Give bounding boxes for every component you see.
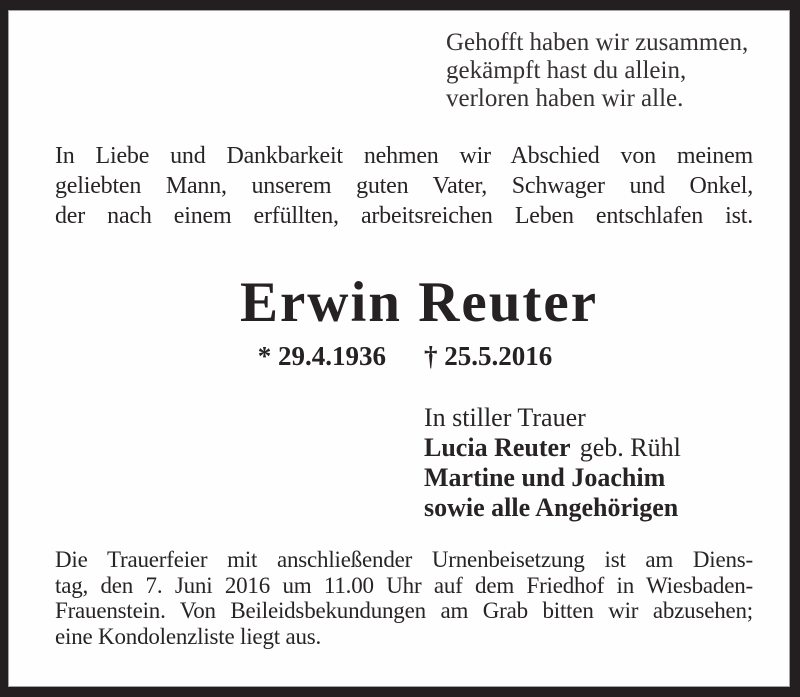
widow-maiden-name: geb. Rühl: [579, 433, 681, 462]
funeral-line: Die Trauerfeier mit anschließender Urnenbeisetzung ist am Diens-: [55, 547, 753, 572]
mourner-children: Martine und Joachim: [424, 463, 666, 492]
mourner-widow: [424, 433, 681, 463]
funeral-line: Frauenstein. Von Beileidsbekundungen am Grab bitten wir abzusehen;: [55, 598, 753, 623]
mourners-heading: In stiller Trauer: [424, 403, 586, 432]
life-dates: [15, 341, 790, 371]
funeral-line: tag, den 7. Juni 2016 um 11.00 Uhr auf dem Friedhof in Wiesbaden-: [55, 572, 753, 598]
birth-date: * 29.4.1936: [257, 341, 386, 371]
widow-name: Lucia Reuter: [424, 433, 571, 462]
intro-line: geliebten Mann, unserem guten Vater, Schwager und Onkel,: [55, 173, 753, 199]
funeral-line: eine Kondolenzliste liegt aus.: [55, 623, 322, 649]
deceased-name: Erwin Reuter: [239, 271, 598, 334]
intro-paragraph: [55, 141, 753, 231]
intro-line: der nach einem erfüllten, arbeitsreichen Leben entschlafen ist.: [55, 203, 753, 229]
mourners-block: [424, 403, 681, 523]
funeral-details: [55, 547, 753, 649]
poem-line: verloren haben wir alle.: [446, 85, 684, 112]
poem-line: gekämpft hast du allein,: [446, 57, 687, 84]
obituary-notice: [8, 10, 790, 687]
intro-line: In Liebe und Dankbarkeit nehmen wir Abschied von meinem: [55, 143, 753, 169]
death-date: † 25.5.2016: [424, 341, 553, 371]
poem-line: Gehofft haben wir zusammen,: [446, 29, 749, 56]
memorial-poem: [446, 29, 748, 113]
mourner-relatives: sowie alle Angehörigen: [424, 493, 679, 522]
